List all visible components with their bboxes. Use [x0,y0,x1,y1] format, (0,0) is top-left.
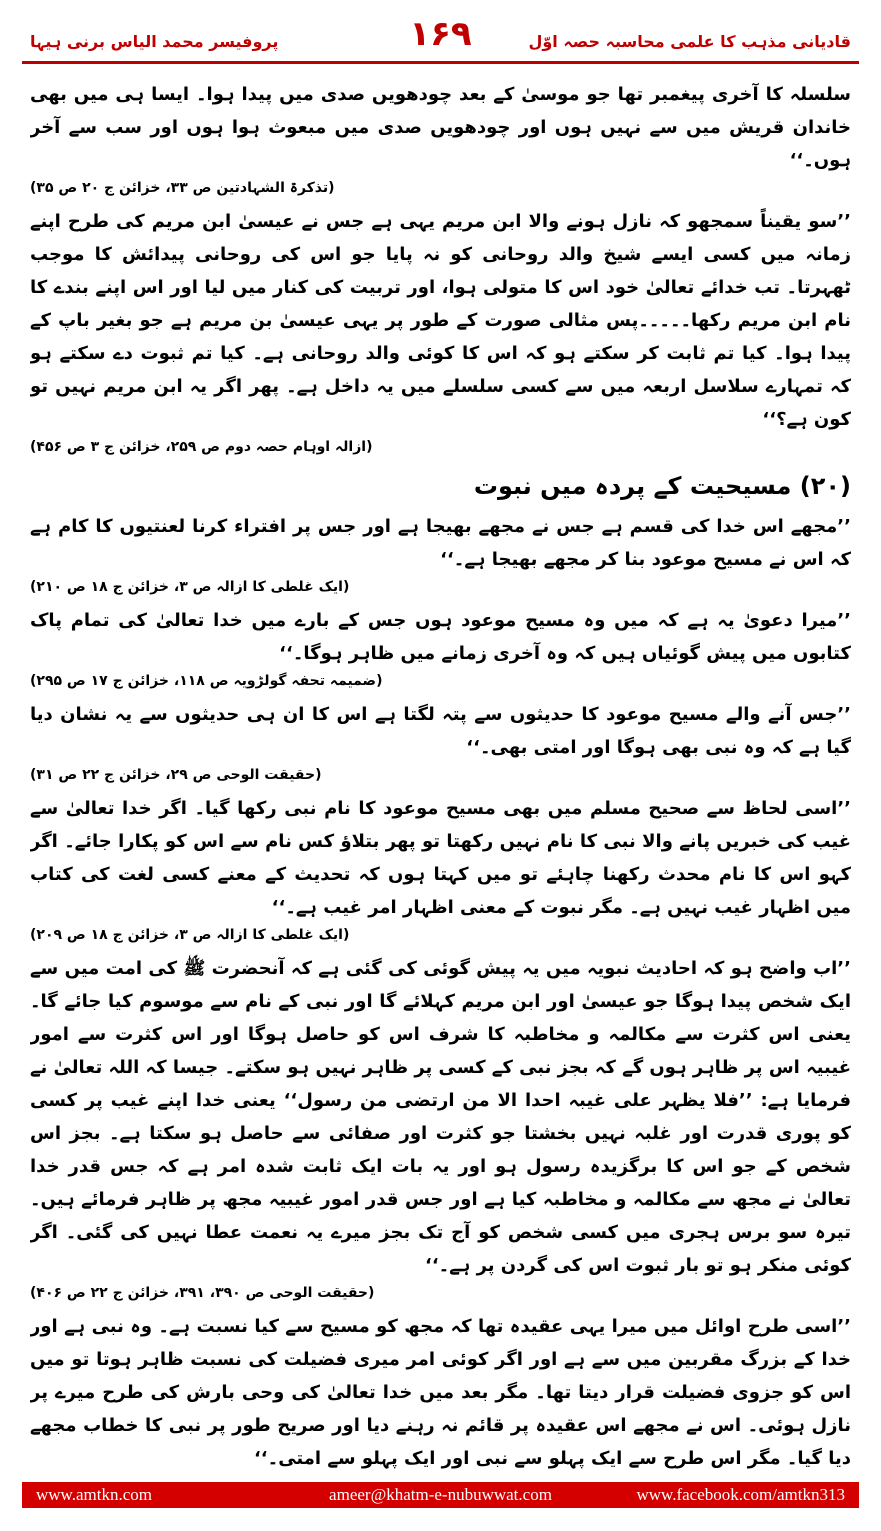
book-title: قادیانی مذہب کا علمی محاسبہ حصہ اوّل [528,32,851,51]
paragraph-8: ’’اسی طرح اوائل میں میرا یہی عقیدہ تھا کہ مجھ کو مسیح سے کیا نسبت ہے۔ وہ نبی ہے اور خدا کے بزرگ مقربین میں سے ہے اور اگر کوئی امر میری فضیلت کی نسبت ظاہر ہوتا تو میں اس کو جزوی فضیلت قرار دیتا تھا۔ مگر بعد میں خدا تعالیٰ کی وحی بارش کی طرح میرے پر نازل ہوئی۔ اس نے مجھے اس عقیدہ پر قائم نہ رہنے دیا اور صریح طور پر نبی کا خطاب مجھے دیا گیا۔ مگر اس طرح سے ایک پہلو سے نبی اور ایک پہلو سے امتی۔‘‘ [30,1316,851,1469]
header-divider [22,61,859,64]
reference-3: (ایک غلطی کا ازالہ ص ۳، خزائن ج ۱۸ ص ۲۱۰) [30,579,350,595]
paragraph-5: ’’جس آنے والے مسیح موعود کا حدیثوں سے پتہ لگتا ہے اس کا ان ہی حدیثوں سے یہ نشان دیا گیا ہے کہ وہ نبی بھی ہوگا اور امتی بھی۔‘‘ [30,704,851,758]
reference-1: (تذکرۃ الشہادتین ص ۳۳، خزائن ج ۲۰ ص ۳۵) [30,180,335,196]
author-name: پروفیسر محمد الیاس برنی ہیہا [30,32,279,51]
page-header [22,14,859,64]
page-body [30,78,851,1473]
email-link[interactable]: ameer@khatm-e-nubuwwat.com [329,1485,552,1504]
reference-6: (ایک غلطی کا ازالہ ص ۳، خزائن ج ۱۸ ص ۲۰۹) [30,927,350,943]
facebook-link[interactable]: www.facebook.com/amtkn313 [636,1485,845,1504]
paragraph-6: ’’اسی لحاظ سے صحیح مسلم میں بھی مسیح موعود کا نام نبی رکھا گیا۔ اگر خدا تعالیٰ سے غیب کی خبریں پانے والا نبی کا نام نہیں رکھتا تو پھر بتلاؤ کس نام سے اس کو پکارا جائے۔ اگر کہو اس کا نام محدث رکھنا چاہئے تو میں کہتا ہوں کہ تحدیث کے معنے کسی لغت کی کتاب میں اظہار غیب نہیں ہے۔ مگر نبوت کے معنی اظہار امر غیب ہے۔‘‘ [30,798,851,918]
paragraph-3: ’’مجھے اس خدا کی قسم ہے جس نے مجھے بھیجا ہے اور جس پر افتراء کرنا لعنتیوں کا کام ہے کہ اس نے مسیح موعود بنا کر مجھے بھیجا ہے۔‘‘ [30,516,851,570]
reference-2: (ازالہ اوہام حصہ دوم ص ۲۵۹، خزائن ج ۳ ص ۴۵۶) [30,439,373,455]
website-link[interactable]: www.amtkn.com [36,1485,152,1504]
paragraph-2: ’’سو یقیناً سمجھو کہ نازل ہونے والا ابن مریم یہی ہے جس نے عیسیٰ ابن مریم کی طرح اپنے زمانہ میں کسی ایسے شیخ والد روحانی کو نہ پایا جو اس کی روحانی پیدائش کا موجب ٹھہرتا۔ تب خدائے تعالیٰ خود اس کا متولی ہوا، اور تربیت کی کنار میں لیا اور اس اپنے بندے کا نام ابن مریم رکھا۔۔۔۔۔پس مثالی صورت کے طور پر یہی عیسیٰ بن مریم ہے جو بغیر باپ کے پیدا ہوا۔ کیا تم ثابت کر سکتے ہو کہ اس کا کوئی والد روحانی ہے۔ کیا تم ثبوت دے سکتے ہو کہ تمہارے سلاسل اربعہ میں سے کسی سلسلے میں یہ داخل ہے۔ پھر اگر یہ ابن مریم نہیں تو کون ہے؟‘‘ [30,211,851,430]
paragraph-4: ’’میرا دعویٰ یہ ہے کہ میں وہ مسیح موعود ہوں جس کے بارے میں خدا تعالیٰ کی تمام پاک کتابوں میں پیش گوئیاں ہیں کہ وہ آخری زمانے میں ظاہر ہوگا۔‘‘ [30,610,851,664]
paragraph-1: سلسلہ کا آخری پیغمبر تھا جو موسیٰ کے بعد چودھویں صدی میں پیدا ہوا۔ ایسا ہی میں بھی خاندان قریش میں سے نہیں ہوں اور چودھویں صدی میں مبعوث ہوا ہوں اور سب سے آخر ہوں۔‘‘ [30,84,851,171]
reference-7: (حقیقت الوحی ص ۳۹۰، ۳۹۱، خزائن ج ۲۲ ص ۴۰۶) [30,1285,375,1301]
section-heading: (۲۰) مسیحیت کے پردہ میں نبوت [473,472,851,500]
reference-5: (حقیقت الوحی ص ۲۹، خزائن ج ۲۲ ص ۳۱) [30,767,322,783]
page-footer [22,1482,859,1508]
page-number: ۱۶۹ [409,14,472,54]
paragraph-7: ’’اب واضح ہو کہ احادیث نبویہ میں یہ پیش گوئی کی گئی ہے کہ آنحضرت ﷺ کی امت میں سے ایک شخص پیدا ہوگا جو عیسیٰ اور ابن مریم کہلائے گا اور نبی کے نام سے موسوم کیا جائے گا۔ یعنی اس کثرت سے مکالمہ و مخاطبہ کا شرف اس کو حاصل ہوگا اور اس کثرت سے امور غیبیہ اس پر ظاہر ہوں گے کہ بجز نبی کے کسی پر ظاہر نہیں ہو سکتے۔ جیسا کہ اللہ تعالیٰ نے فرمایا ہے: ’’فلا یظہر علی غیبہ احدا الا من ارتضی من رسول‘‘ یعنی خدا اپنے غیب پر کسی کو پوری قدرت اور غلبہ نہیں بخشتا جو کثرت اور صفائی سے حاصل ہو سکتا ہے۔ بجز اس شخص کے جو اس کا برگزیدہ رسول ہو اور یہ بات ایک ثابت شدہ امر ہے کہ جس قدر خدا تعالیٰ نے مجھ سے مکالمہ و مخاطبہ کیا ہے اور جس قدر امور غیبیہ مجھ پر ظاہر فرمائے ہیں۔ تیرہ سو برس ہجری میں کسی شخص کو آج تک بجز میرے یہ نعمت عطا نہیں کی گئی۔ اگر کوئی منکر ہو تو بار ثبوت اس کی گردن پر ہے۔‘‘ [30,958,851,1276]
reference-4: (ضمیمہ تحفہ گولڑویہ ص ۱۱۸، خزائن ج ۱۷ ص ۲۹۵) [30,673,383,689]
